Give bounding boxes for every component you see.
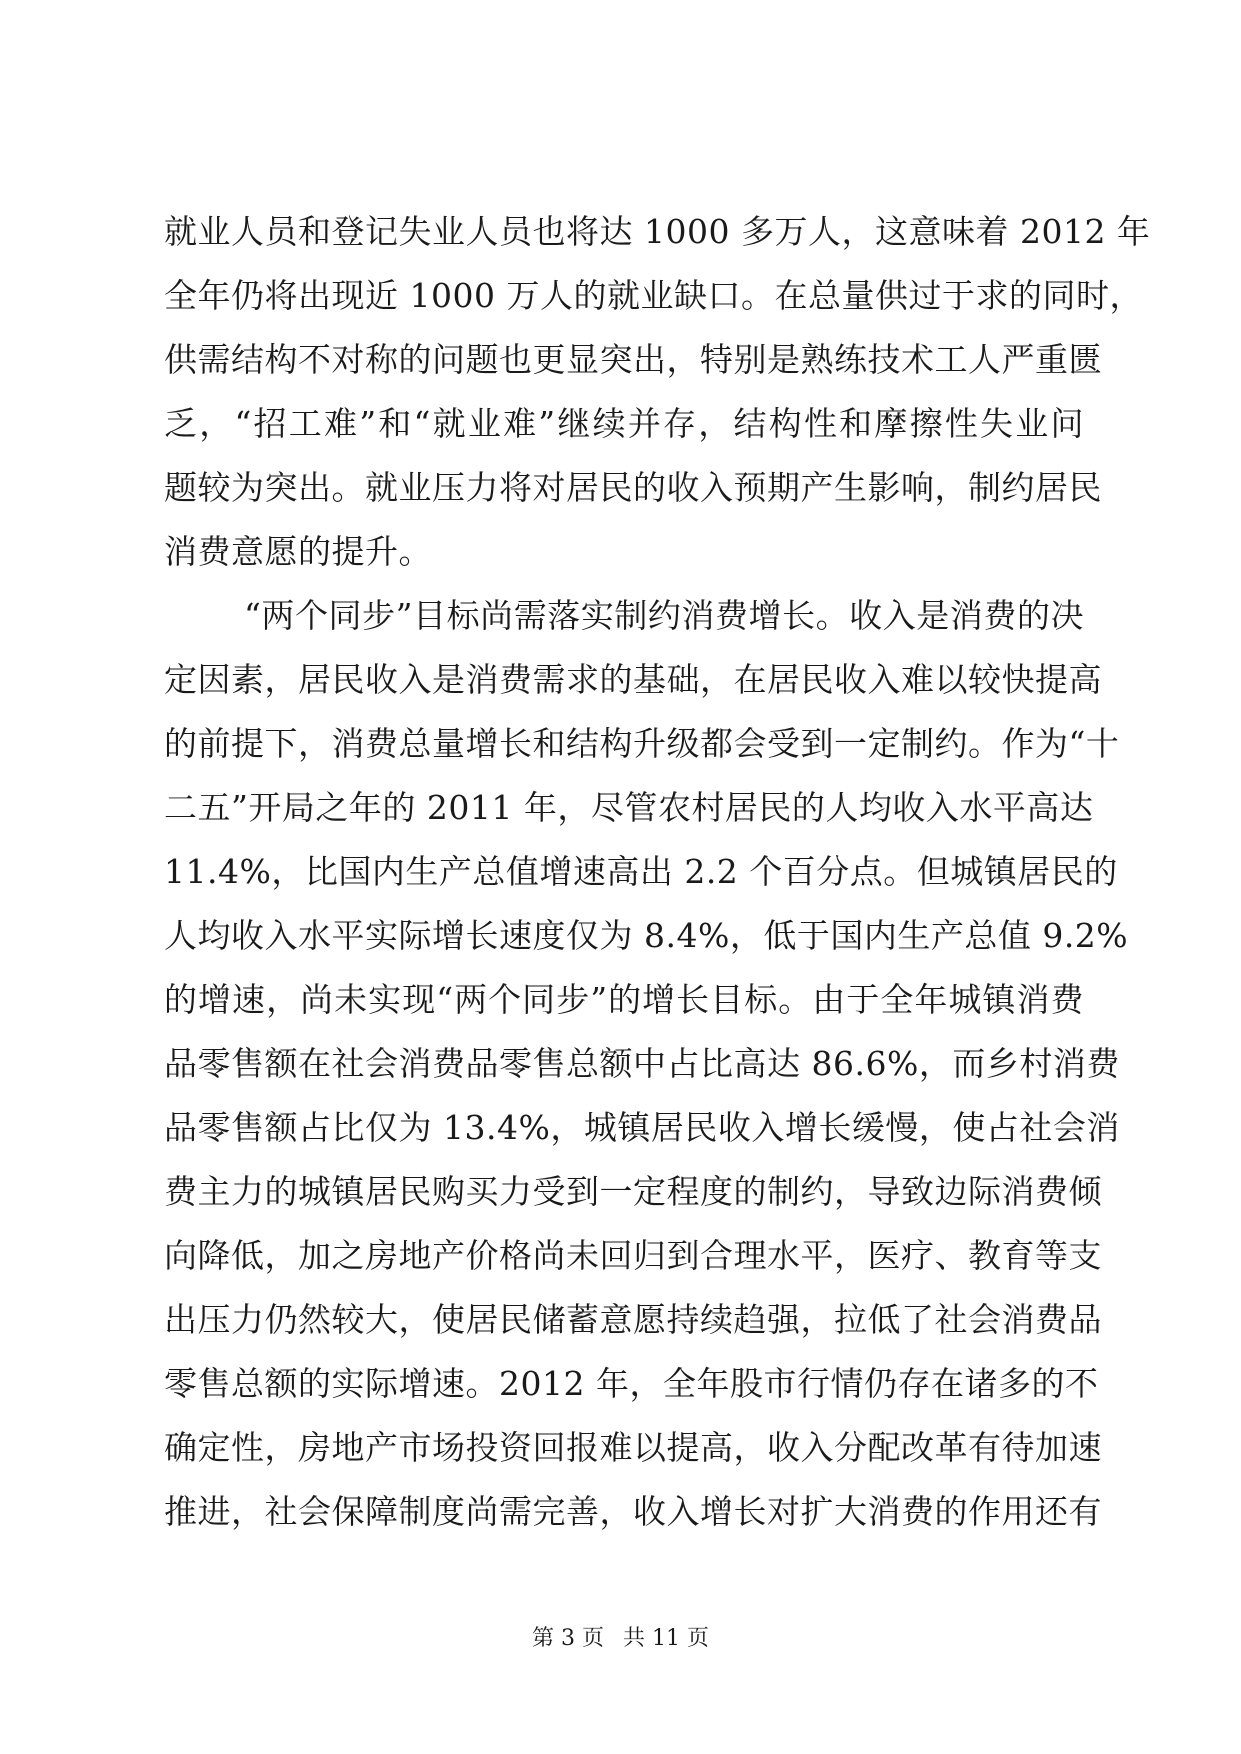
text-line: 品零售额占比仅为 13.4%，城镇居民收入增长缓慢，使占社会消 <box>164 1108 1120 1147</box>
page-total: 共 11 页 <box>623 1626 709 1651</box>
text-line: 向降低，加之房地产价格尚未回归到合理水平，医疗、教育等支 <box>164 1236 1102 1275</box>
text-line: 品零售额在社会消费品零售总额中占比高达 86.6%，而乡村消费 <box>164 1044 1120 1083</box>
text-line: 确定性，房地产市场投资回报难以提高，收入分配改革有待加速 <box>164 1428 1102 1467</box>
text-line: 人均收入水平实际增长速度仅为 8.4%，低于国内生产总值 9.2% <box>164 916 1129 955</box>
text-line: 乏，“招工难”和“就业难”继续并存，结构性和摩擦性失业问 <box>164 404 1084 443</box>
text-line-last: 消费意愿的提升。 <box>164 532 432 571</box>
text-line: 全年仍将出现近 1000 万人的就业缺口。在总量供过于求的同时， <box>164 276 1143 315</box>
text-line: 出压力仍然较大，使居民储蓄意愿持续趋强，拉低了社会消费品 <box>164 1300 1102 1339</box>
text-line-indent: “两个同步”目标尚需落实制约消费增长。收入是消费的决 <box>244 596 1084 635</box>
text-line: 的前提下，消费总量增长和结构升级都会受到一定制约。作为“十 <box>164 724 1120 763</box>
text-line: 推进，社会保障制度尚需完善，收入增长对扩大消费的作用还有 <box>164 1492 1102 1531</box>
text-line: 的增速，尚未实现“两个同步”的增长目标。由于全年城镇消费 <box>164 980 1084 1019</box>
page-number: 第 3 页 <box>532 1626 604 1651</box>
text-line: 题较为突出。就业压力将对居民的收入预期产生影响，制约居民 <box>164 468 1102 507</box>
text-line: 费主力的城镇居民购买力受到一定程度的制约，导致边际消费倾 <box>164 1172 1102 1211</box>
text-line: 11.4%，比国内生产总值增速高出 2.2 个百分点。但城镇居民的 <box>164 852 1118 891</box>
text-line: 供需结构不对称的问题也更显突出，特别是熟练技术工人严重匮 <box>164 340 1102 379</box>
text-line: 二五”开局之年的 2011 年，尽管农村居民的人均收入水平高达 <box>164 788 1094 827</box>
text-line: 零售总额的实际增速。2012 年，全年股市行情仍存在诸多的不 <box>164 1364 1099 1403</box>
body-text <box>164 200 1151 1544</box>
page-footer <box>0 1624 1241 1654</box>
text-line: 定因素，居民收入是消费需求的基础，在居民收入难以较快提高 <box>164 660 1102 699</box>
text-line: 就业人员和登记失业人员也将达 1000 多万人，这意味着 2012 年 <box>164 212 1151 251</box>
